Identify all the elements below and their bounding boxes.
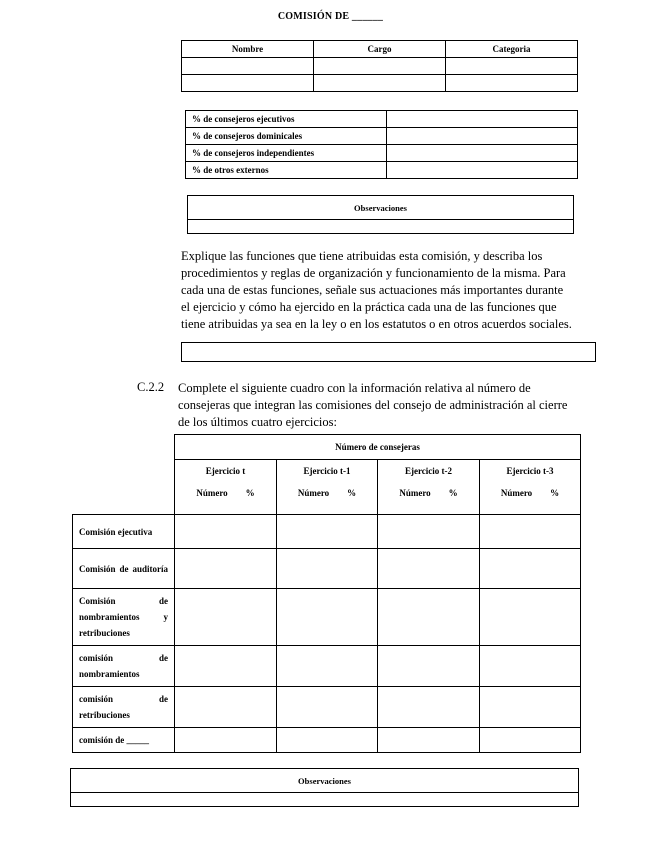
members-table xyxy=(181,40,578,92)
column-header-categoria: Categoria xyxy=(446,41,578,58)
table-cell[interactable] xyxy=(446,75,578,92)
table-cell[interactable] xyxy=(480,687,581,728)
table-cell[interactable] xyxy=(314,58,446,75)
table-cell[interactable] xyxy=(175,646,277,687)
numero-label: Número xyxy=(196,488,228,498)
percent-label-otros-externos: % de otros externos xyxy=(186,162,387,179)
column-header-cargo: Cargo xyxy=(314,41,446,58)
table-cell[interactable] xyxy=(378,589,480,646)
percent-table xyxy=(185,110,578,179)
paragraph-line: tiene atribuidas ya sea en la ley o en los estatutos o en otros acuerdos sociales. xyxy=(181,317,572,331)
period-header-t-3 xyxy=(480,460,581,515)
paragraph-line: procedimientos y reglas de organización y funcionamiento de la misma. Para xyxy=(181,266,566,280)
row-label-comision-retribuciones: comisión de retribuciones xyxy=(73,687,175,728)
table-cell[interactable] xyxy=(175,549,277,589)
column-header-nombre: Nombre xyxy=(182,41,314,58)
table-cell[interactable] xyxy=(277,646,378,687)
observations-table-2 xyxy=(70,768,579,807)
percent-value-independientes[interactable] xyxy=(387,145,578,162)
table-cell[interactable] xyxy=(314,75,446,92)
table-cell[interactable] xyxy=(277,589,378,646)
table-cell[interactable] xyxy=(378,687,480,728)
table-row xyxy=(73,589,581,646)
percent-label: % xyxy=(245,488,255,498)
table-row xyxy=(73,687,581,728)
table-cell[interactable] xyxy=(378,646,480,687)
period-header-t xyxy=(175,460,277,515)
observations-field[interactable] xyxy=(188,220,574,234)
row-label-comision-nombramientos: comisión de nombramientos xyxy=(73,646,175,687)
table-header-row xyxy=(182,41,578,58)
observations-field[interactable] xyxy=(71,793,579,807)
period-label: Ejercicio t-3 xyxy=(506,466,554,476)
empty-corner xyxy=(73,435,175,460)
table-row xyxy=(73,515,581,549)
percent-value-otros-externos[interactable] xyxy=(387,162,578,179)
table-cell[interactable] xyxy=(175,589,277,646)
table-cell[interactable] xyxy=(446,58,578,75)
table-cell[interactable] xyxy=(277,687,378,728)
period-label: Ejercicio t xyxy=(205,466,246,476)
table-row xyxy=(186,162,578,179)
table-cell[interactable] xyxy=(480,549,581,589)
table-cell[interactable] xyxy=(175,728,277,753)
paragraph-line: Complete el siguiente cuadro con la información relativa al número de xyxy=(178,381,531,395)
row-label-comision-ejecutiva: Comisión ejecutiva xyxy=(73,515,175,549)
table-cell[interactable] xyxy=(480,728,581,753)
table-cell[interactable] xyxy=(378,549,480,589)
table-row xyxy=(73,549,581,589)
answer-box[interactable] xyxy=(181,342,596,362)
row-label-comision-blank: comisión de _____ xyxy=(73,728,175,753)
consejeras-header: Número de consejeras xyxy=(175,435,581,460)
numero-label: Número xyxy=(500,488,533,498)
table-row xyxy=(73,646,581,687)
table-cell[interactable] xyxy=(175,687,277,728)
period-header-t-2 xyxy=(378,460,480,515)
table-cell[interactable] xyxy=(480,589,581,646)
paragraph-line: consejeras que integran las comisiones del consejo de administración al cierre xyxy=(178,398,568,412)
consejeras-table xyxy=(72,434,581,753)
instructions-paragraph xyxy=(181,248,589,333)
table-cell[interactable] xyxy=(378,515,480,549)
page-title: COMISIÓN DE ______ xyxy=(277,11,384,22)
observations-table xyxy=(187,195,574,234)
table-cell[interactable] xyxy=(182,58,314,75)
empty-corner xyxy=(73,460,175,515)
period-label: Ejercicio t-1 xyxy=(303,466,351,476)
table-cell[interactable] xyxy=(277,549,378,589)
period-header-t-1 xyxy=(277,460,378,515)
numero-label: Número xyxy=(399,488,431,498)
observations-header: Observaciones xyxy=(71,769,579,793)
paragraph-line: de los últimos cuatro ejercicios: xyxy=(178,415,337,429)
paragraph-line: Explique las funciones que tiene atribuidas esta comisión, y describa los xyxy=(181,249,543,263)
table-cell[interactable] xyxy=(378,728,480,753)
table-row xyxy=(186,111,578,128)
percent-value-ejecutivos[interactable] xyxy=(387,111,578,128)
row-label-comision-nombramientos-retribuciones: Comisión de nombramientos y retribuciones xyxy=(73,589,175,646)
table-row xyxy=(182,75,578,92)
percent-label: % xyxy=(347,488,357,498)
table-cell[interactable] xyxy=(182,75,314,92)
paragraph-line: el ejercicio y cómo ha ejercido en la práctica cada una de las funciones que xyxy=(181,300,557,314)
table-row xyxy=(182,58,578,75)
percent-label-independientes: % de consejeros independientes xyxy=(186,145,387,162)
row-label-comision-auditoria: Comisión de auditoría xyxy=(73,549,175,589)
table-cell[interactable] xyxy=(277,728,378,753)
period-label: Ejercicio t-2 xyxy=(404,466,453,476)
percent-label: % xyxy=(550,488,560,498)
paragraph-line: cada una de estas funciones, señale sus actuaciones más importantes durante xyxy=(181,283,564,297)
table-cell[interactable] xyxy=(277,515,378,549)
table-row xyxy=(186,128,578,145)
percent-label-dominicales: % de consejeros dominicales xyxy=(186,128,387,145)
percent-label-ejecutivos: % de consejeros ejecutivos xyxy=(186,111,387,128)
percent-value-dominicales[interactable] xyxy=(387,128,578,145)
table-cell[interactable] xyxy=(480,515,581,549)
table-cell[interactable] xyxy=(175,515,277,549)
numero-label: Número xyxy=(297,488,330,498)
table-row xyxy=(73,728,581,753)
section-number: C.2.2 xyxy=(137,380,165,394)
table-row xyxy=(186,145,578,162)
observations-header: Observaciones xyxy=(188,196,574,220)
percent-label: % xyxy=(448,488,458,498)
section-c22-paragraph xyxy=(178,380,589,431)
table-cell[interactable] xyxy=(480,646,581,687)
